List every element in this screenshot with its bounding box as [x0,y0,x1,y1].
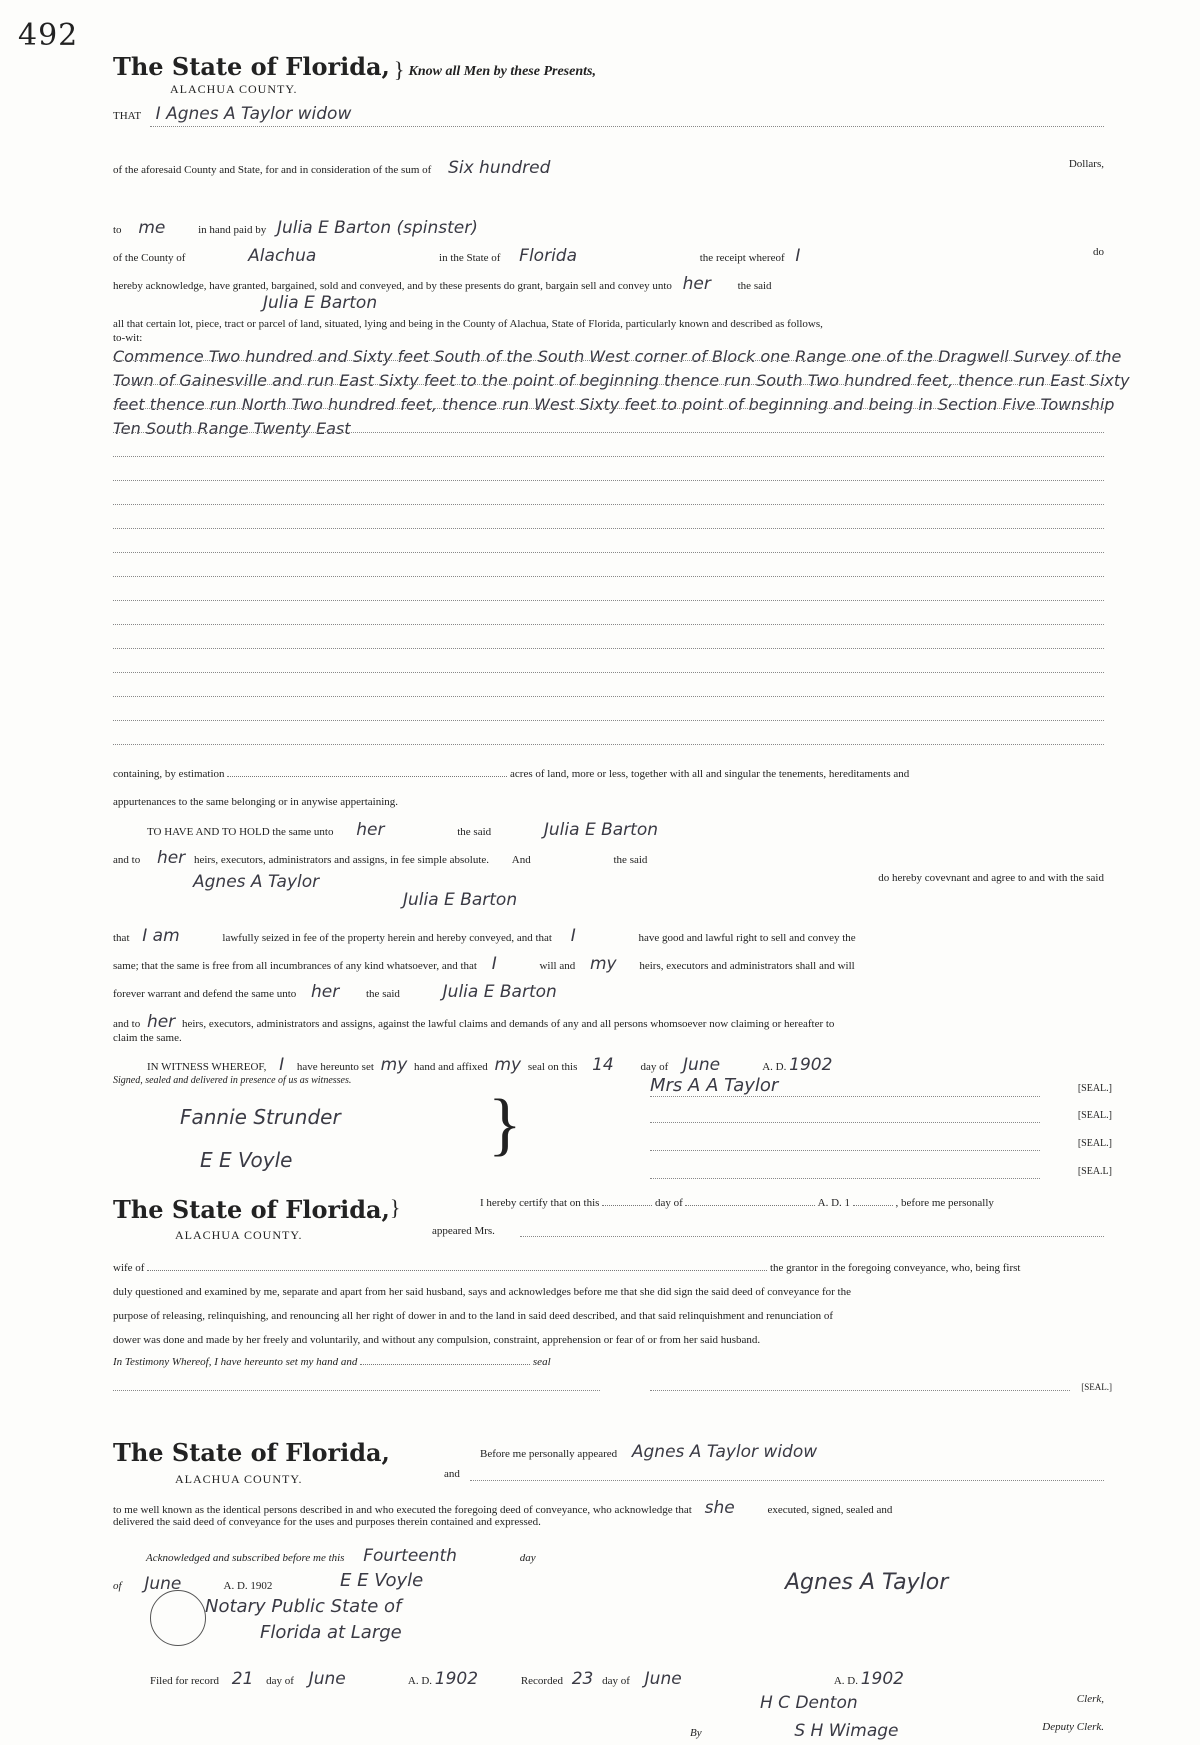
known-line: to me well known as the identical persons described in and who executed the foregoing deed of conveyance, who acknowledge that she executed, signed, sealed and [113,1498,893,1518]
have-hold-line: TO HAVE AND TO HOLD the same unto her the said Julia E Barton [147,820,659,840]
cert1-seal: [SEAL.] [1081,1382,1112,1392]
deed-page: 492 The State of Florida, } Know all Men by these Presents, ALACHUA COUNTY. THAT I Agnes A Taylor widow of the aforesaid County and State, for and in consideration of the sum of Six hundred Dollars, to me in hand paid by Julia E Barton (spinster) of the County of Alachua in the State of Florida the receipt whereof I do hereby acknowledge, have granted, bargained, sold and conveyed, and by these presents do grant, bargain sell and convey unto her the said Julia E Barton all that certain lot, piece, tract or parcel of land, situated, lying and being in the County of Alachua, State of Florida, particularly known and described as follows, to-wit: Commence Two hundred and Sixty feet South of the South West corner of Block one Range one of the Dragwell Survey of the Town of Gainesville and run East Sixty feet to the point of beginning thence run South Two hundred feet, thence run East Sixty feet thence run North Two hundred feet, thence run West Sixty feet to point of beginning and being in Section Five Township Ten South Range Twenty East containing, by estimation acres of land, more or less, together with all and singular the tenements, hereditaments and appurtenances to the same belonging or in anywise appertaining. TO HAVE AND TO HOLD the same unto her the said Julia E Barton and to her heirs, executors, administrators and assigns, in fee simple absolute. And the said Agnes A Taylor do hereby covevnant and agree to and with the said Julia E Barton that I am lawfully seized in fee of the property herein and hereby conveyed, and that I have good and lawful right to sell and convey the same; that the same is free from all incumbrances of any kind whatsoever, and that I will and my heirs, executors and administrators shall and will forever warrant and defend the same unto her the said Julia E Barton and to her heirs, executors, administrators and assigns, against the lawful claims and demands of any and all persons whomsoever now claiming or hereafter to claim the same. IN WITNESS WHEREOF, I have hereunto set my hand and affixed my seal on this 14 day of June A. D. 1902 Signed, sealed and delivered in presence of us as witnesses. Mrs A A Taylor [SEAL.] [SEAL.] [SEAL.] [SEA.L] Fannie Strunder E E Voyle } The State of Florida, } ALACHUA COUNTY. I hereby certify that on this day of A. D. 1 , before me personally appeared Mrs. wife of the grantor in the foregoing conveyance, who, being first duly questioned and examined by me, separate and apart from her said husband, says and acknowledges before me that she did sign the said deed of conveyance for the purpose of releasing, relinquishing, and renouncing all her right of dower in and to the land in said deed described, and that said relinquishment and renunciation of dower was done and made by her freely and voluntarily, and without any compulsion, constraint, apprehension or fear of or from her said husband. In Testimony Whereof, I have hereunto set my hand and seal [SEAL.] The State of Florida, ALACHUA COUNTY. Before me personally appeared Agnes A Taylor widow and to me well known as the identical persons described in and who executed the foregoing deed of conveyance, who acknowledge that she executed, signed, sealed and delivered the said deed of conveyance for the uses and purposes therein contained and expressed. Acknowledged and subscribed before me this Fourteenth day of June A. D. 1902 E E Voyle Notary Public State of Florida at Large Agnes A Taylor Filed for record 21 day of June A. D. 1902 Recorded 23 day of June A. D. 1902 H C Denton Clerk, By S H Wimage Deputy Clerk. [0,0,1200,1745]
consideration-line: of the aforesaid County and State, for and in consideration of the sum of Six hundred Dollars, [113,158,1104,178]
hereby-line: hereby acknowledge, have granted, bargained, sold and conveyed, and by these presents do grant, bargain sell and convey unto her the said [113,274,772,294]
grantor-handwritten: I Agnes A Taylor widow [155,104,352,124]
ruled-line [113,720,1104,721]
witness-line: IN WITNESS WHEREOF, I have hereunto set my hand and affixed my seal on this 14 day of June A. D. 1902 [147,1055,833,1075]
appeared-line: appeared Mrs. [432,1225,495,1237]
county-label: ALACHUA COUNTY. [170,82,298,96]
notary-state: Florida at Large [260,1622,402,1643]
witness-brace: } [488,1086,522,1163]
heirs3-line: and to her heirs, executors, administrators and assigns, against the lawful claims and demands of any and all persons whomsoever now claiming or hereafter to [113,1012,835,1032]
filed-line: Filed for record 21 day of June A. D. 1902 Recorded 23 day of June A. D. 1902 [150,1669,904,1689]
ruled-line [113,456,1104,457]
free-line: same; that the same is free from all incumbrances of any kind whatsoever, and that I will and my heirs, executors and administrators shall and will [113,954,855,974]
testimony-line: In Testimony Whereof, I have hereunto set my hand and seal [113,1356,551,1368]
ruled-line [113,360,1104,361]
ruled-line [113,552,1104,553]
header [113,52,596,81]
ruled-line [113,696,1104,697]
ruled-line [113,648,1104,649]
ruled-line [113,744,1104,745]
ruled-line [113,480,1104,481]
ruled-line [113,408,1104,409]
ruled-line [113,624,1104,625]
page-number: 492 [18,18,79,53]
containing-line: containing, by estimation acres of land, more or less, together with all and singular the tenements, hereditaments and [113,768,910,780]
ruled-line [113,576,1104,577]
land-description: Commence Two hundred and Sixty feet South of the South West corner of Block one Range one of the Dragwell Survey of the Town of Gainesville and run East Sixty feet to the point of beginning thence run South Two hundred feet, thence run East Sixty feet thence run North Two hundred feet, thence run West Sixty feet to point of beginning and being in Section Five Township Ten South Range Twenty East [113,347,1130,438]
delivered-line: delivered the said deed of conveyance for the uses and purposes therein contained and expressed. [113,1516,541,1528]
notary-title: Notary Public State of [205,1596,402,1617]
notary-name: E E Voyle [340,1570,424,1591]
signed-presence: Signed, sealed and delivered in presence of us as witnesses. [113,1075,352,1086]
ruled-line [113,384,1104,385]
appurtenances-line: appurtenances to the same belonging or in anywise appertaining. [113,796,398,808]
ruled-line [113,504,1104,505]
state-title: The State of Florida, [113,52,390,81]
know-all-men: Know all Men by these Presents, [408,64,596,79]
warrant-line: forever warrant and defend the same unto her the said Julia E Barton [113,982,557,1002]
notary-seal [150,1590,206,1646]
certify-line: I hereby certify that on this day of A. D. 1 , before me personally [480,1197,994,1209]
duly-line: duly questioned and examined by me, separate and apart from her said husband, says and acknowledges before me that she did sign the said deed of conveyance for the [113,1286,851,1298]
clerk-line: H C Denton Clerk, [760,1693,1104,1713]
wife-line: wife of the grantor in the foregoing conveyance, who, being first [113,1262,1021,1274]
purpose-line: purpose of releasing, relinquishing, and renouncing all her right of dower in and to the land in said deed described, and that said relinquishment and renunciation of [113,1310,833,1322]
deputy-line: By S H Wimage Deputy Clerk. [690,1721,1104,1741]
acknowledged-line: Acknowledged and subscribed before me this Fourteenth day [146,1546,536,1566]
claim-line: claim the same. [113,1032,182,1044]
heirs-line: and to her heirs, executors, administrators and assigns, in fee simple absolute. And the said [113,848,648,868]
cert1-header: The State of Florida, } [113,1195,401,1224]
seal-2: [SEAL.] [1077,1110,1112,1121]
cert2-signature: Agnes A Taylor [785,1570,949,1595]
grantee-name-line: Julia E Barton [263,293,378,313]
seal-4: [SEA.L] [1077,1166,1112,1177]
rule [150,126,1104,127]
seal-1: [SEAL.] [1077,1083,1112,1094]
paid-line: to me in hand paid by Julia E Barton (spinster) [113,218,478,238]
appeared2-line: Before me personally appeared Agnes A Taylor widow [480,1442,818,1462]
seized-line: that I am lawfully seized in fee of the property herein and hereby conveyed, and that I have good and lawful right to sell and convey the [113,926,856,946]
county-line: of the County of Alachua in the State of Florida the receipt whereof I do [113,246,1104,266]
and-line: and [444,1468,460,1480]
ruled-line [113,672,1104,673]
cert2-header: The State of Florida, [113,1438,390,1467]
land-line: all that certain lot, piece, tract or parcel of land, situated, lying and being in the County of Alachua, State of Florida, particularly known and described as follows, [113,318,823,330]
ack-month-line: of June A. D. 1902 [113,1574,273,1594]
dower-line: dower was done and made by her freely and voluntarily, and without any compulsion, constraint, apprehension or fear of or from her said husband. [113,1334,761,1346]
brace: } [393,57,405,82]
grantee2-line: Julia E Barton [403,890,518,910]
seal-3: [SEAL.] [1077,1138,1112,1149]
grantor-signature: Mrs A A Taylor [650,1075,779,1096]
ruled-line [113,528,1104,529]
witness-1-signature: Fannie Strunder [180,1105,341,1129]
ruled-line [113,600,1104,601]
to-wit: to-wit: [113,332,143,344]
covenant-line: Agnes A Taylor do hereby covevnant and agree to and with the said [193,872,1104,892]
that-line: THAT I Agnes A Taylor widow [113,104,352,124]
witness-2-signature: E E Voyle [200,1148,293,1172]
ruled-line [113,432,1104,433]
grantee-handwritten: Julia E Barton (spinster) [276,218,478,238]
sum-handwritten: Six hundred [448,158,551,178]
